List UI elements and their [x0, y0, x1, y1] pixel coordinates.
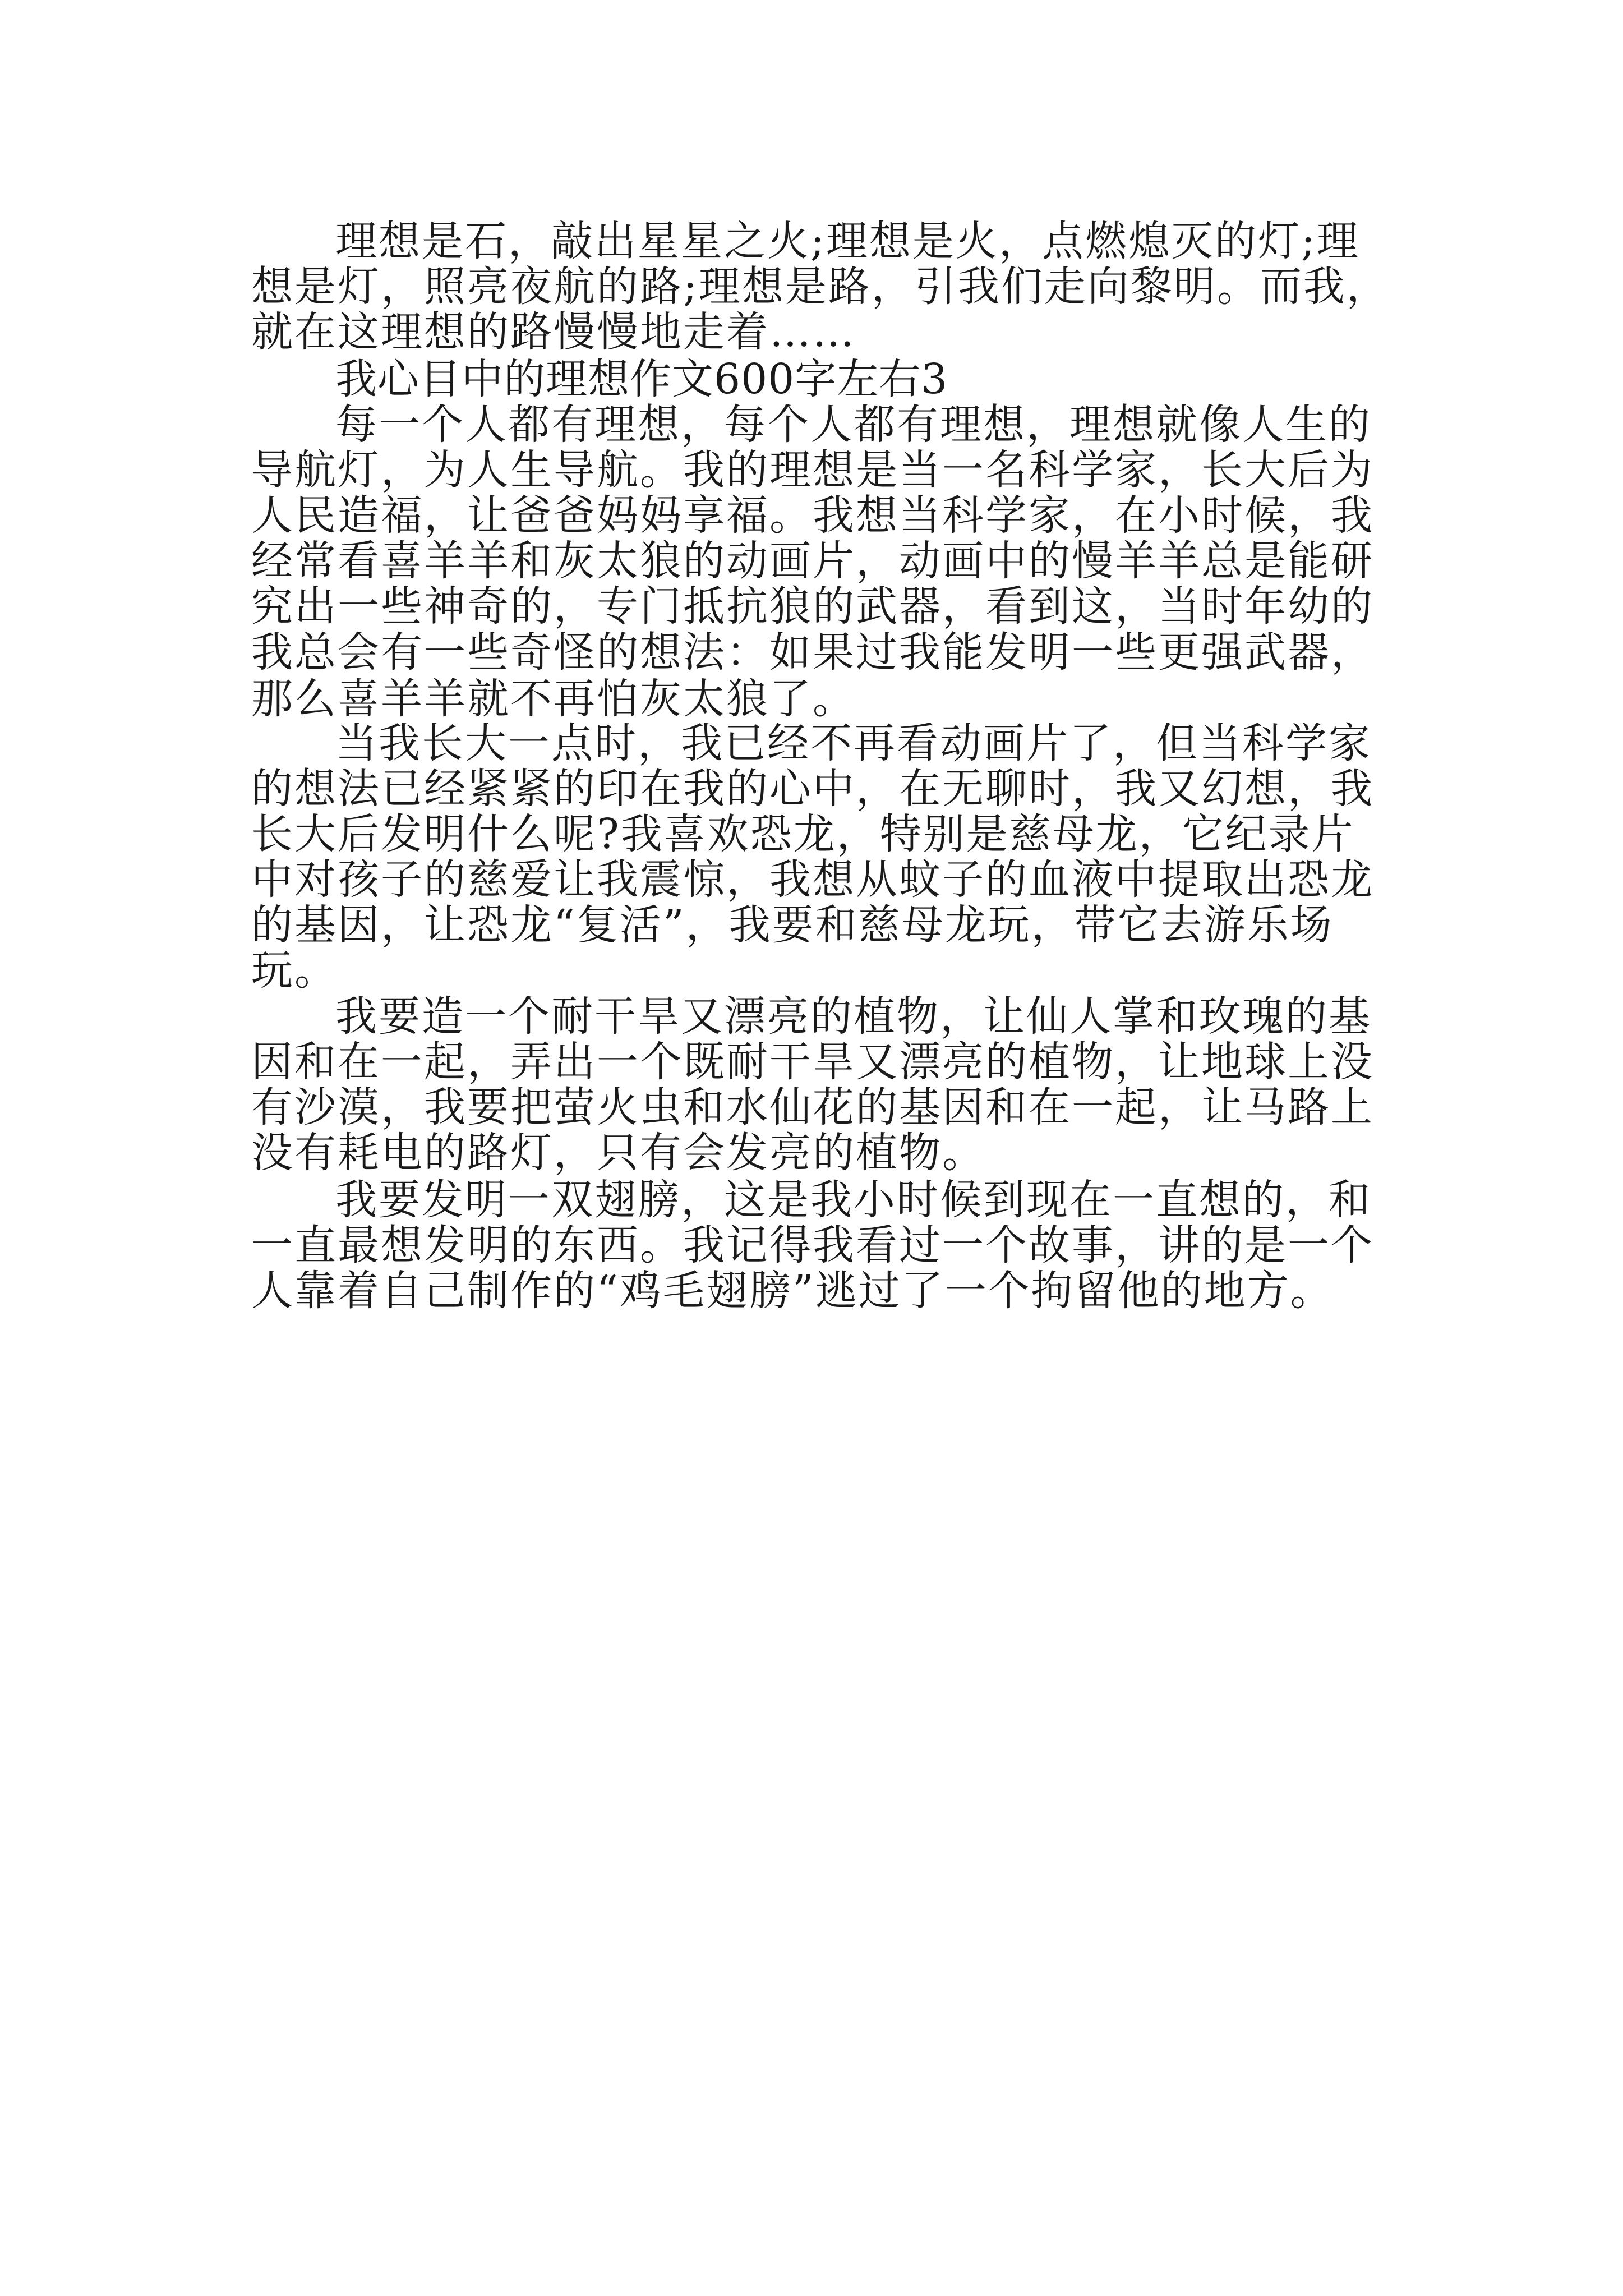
paragraph-3-line-3: 长大后发明什么呢?我喜欢恐龙，特别是慈母龙，它纪录片: [251, 810, 1355, 858]
paragraph-1-line-2: 想是灯，照亮夜航的路;理想是路，引我们走向黎明。而我，: [251, 263, 1390, 311]
paragraph-1-line-3: 就在这理想的路慢慢地走着……: [251, 308, 856, 356]
paragraph-2-line-4: 经常看喜羊羊和灰太狼的动画片，动画中的慢羊羊总是能研: [251, 537, 1374, 585]
paragraph-2-line-3: 人民造福，让爸爸妈妈享福。我想当科学家，在小时候，我: [251, 491, 1374, 540]
paragraph-3-line-5: 的基因，让恐龙“复活”，我要和慈母龙玩，带它去游乐场: [251, 901, 1334, 949]
paragraph-2-line-7: 那么喜羊羊就不再怕灰太狼了。: [251, 675, 856, 723]
section-heading: 我心目中的理想作文600字左右3: [335, 355, 948, 403]
paragraph-3-line-4: 中对孩子的慈爱让我震惊，我想从蚊子的血液中提取出恐龙: [251, 855, 1374, 904]
paragraph-3-line-2: 的想法已经紧紧的印在我的心中，在无聊时，我又幻想，我: [251, 765, 1374, 813]
paragraph-2-line-1: 每一个人都有理想，每个人都有理想，理想就像人生的: [335, 401, 1372, 449]
paragraph-2-line-6: 我总会有一些奇怪的想法：如果过我能发明一些更强武器，: [251, 628, 1374, 677]
paragraph-2-line-2: 导航灯，为人生导航。我的理想是当一名科学家，长大后为: [251, 446, 1374, 494]
paragraph-4-line-2: 因和在一起，弄出一个既耐干旱又漂亮的植物，让地球上没: [251, 1038, 1374, 1086]
paragraph-5-line-1: 我要发明一双翅膀，这是我小时候到现在一直想的，和: [335, 1176, 1372, 1224]
paragraph-4-line-3: 有沙漠，我要把萤火虫和水仙花的基因和在一起，让马路上: [251, 1083, 1374, 1131]
paragraph-3-line-1: 当我长大一点时，我已经不再看动画片了，但当科学家: [335, 719, 1372, 767]
paragraph-5-line-2: 一直最想发明的东西。我记得我看过一个故事，讲的是一个: [251, 1221, 1374, 1269]
paragraph-2-line-5: 究出一些神奇的，专门抵抗狼的武器，看到这，当时年幼的: [251, 582, 1374, 631]
paragraph-4-line-1: 我要造一个耐干旱又漂亮的植物，让仙人掌和玫瑰的基: [335, 992, 1372, 1041]
paragraph-4-line-4: 没有耗电的路灯，只有会发亮的植物。: [251, 1129, 985, 1177]
paragraph-3-line-6: 玩。: [251, 946, 338, 995]
paragraph-5-line-3: 人靠着自己制作的“鸡毛翅膀”逃过了一个拘留他的地方。: [251, 1267, 1334, 1315]
paragraph-1-line-1: 理想是石，敲出星星之火;理想是火，点燃熄灭的灯;理: [335, 217, 1360, 265]
